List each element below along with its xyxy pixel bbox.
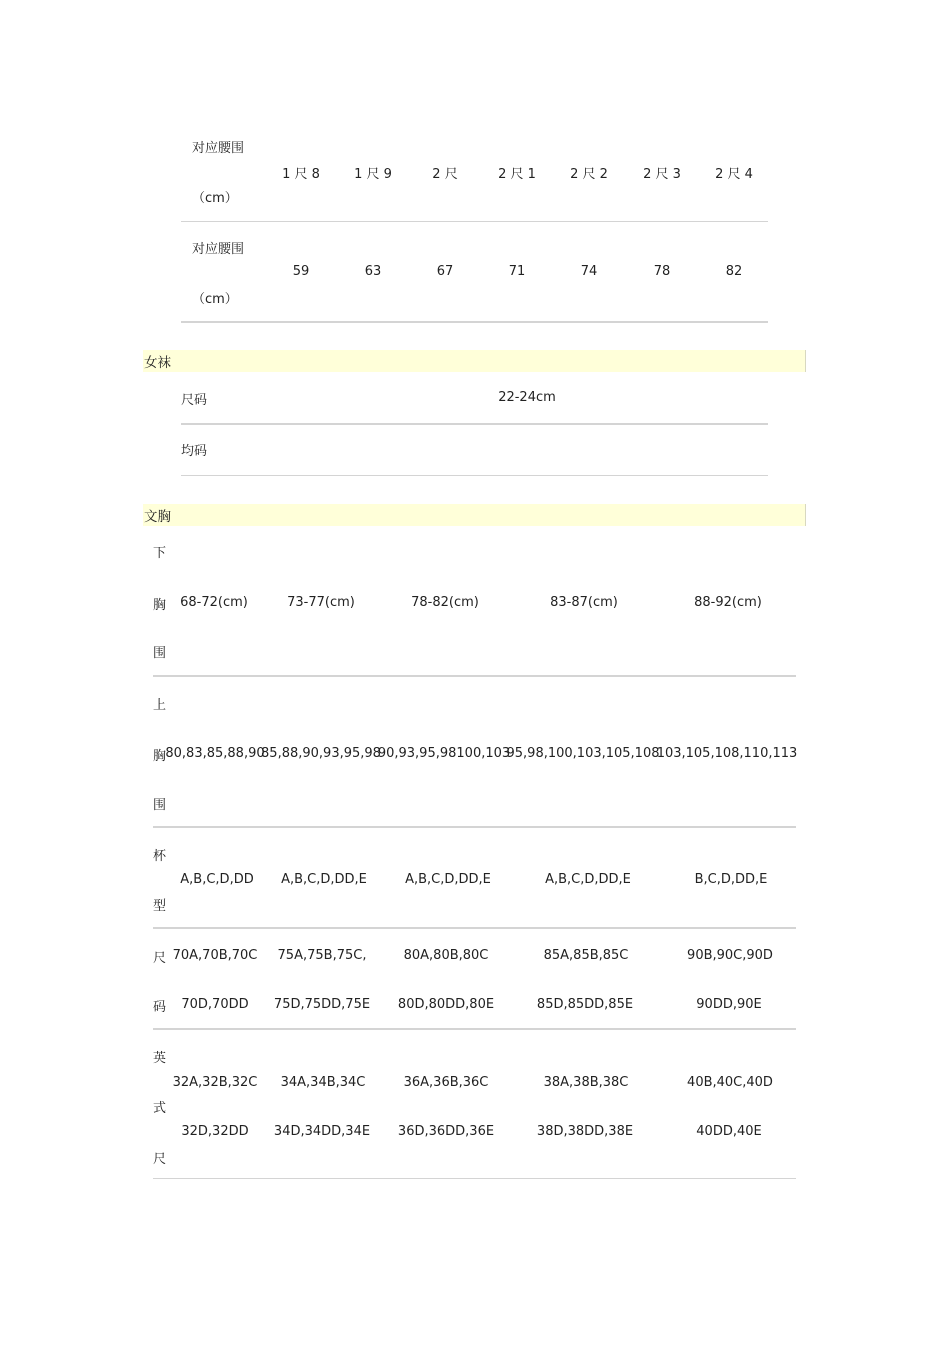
section-title: 文胸 bbox=[144, 509, 171, 525]
table-cell: 2 尺 bbox=[432, 167, 458, 182]
row-label-char: 胸 bbox=[153, 749, 167, 764]
table-cell: 85A,85B,85C bbox=[543, 948, 629, 963]
row-divider bbox=[181, 423, 768, 425]
table-cell: B,C,D,DD,E bbox=[694, 872, 768, 887]
table-cell: 2 尺 2 bbox=[570, 167, 608, 182]
table-cell: 1 尺 9 bbox=[354, 167, 392, 182]
row-divider bbox=[153, 927, 796, 929]
table-cell: 2 尺 1 bbox=[498, 167, 536, 182]
row-label-unit: （cm） bbox=[192, 292, 238, 307]
table-cell: 32D,32DD bbox=[181, 1124, 249, 1139]
table-cell: A,B,C,D,DD,E bbox=[405, 872, 491, 887]
size-label: 尺码 bbox=[181, 393, 208, 408]
table-cell: 70A,70B,70C bbox=[172, 948, 258, 963]
row-label-char: 下 bbox=[153, 546, 167, 561]
table-cell: A,B,C,D,DD,E bbox=[281, 872, 367, 887]
table-cell: 34A,34B,34C bbox=[280, 1075, 366, 1090]
row-label-char: 型 bbox=[153, 899, 167, 914]
row-label-char: 围 bbox=[153, 798, 167, 813]
row-label-char: 尺 bbox=[153, 1152, 167, 1167]
table-cell: 34D,34DD,34E bbox=[273, 1124, 371, 1139]
table-cell: 59 bbox=[292, 264, 310, 279]
row-label-char: 码 bbox=[153, 1000, 167, 1015]
table-cell: 32A,32B,32C bbox=[172, 1075, 258, 1090]
table-cell: 85,88,90,93,95,98 bbox=[261, 746, 381, 761]
table-cell: 78 bbox=[653, 264, 671, 279]
section-header-bra bbox=[143, 504, 806, 526]
table-cell: 90,93,95,98100,103 bbox=[377, 746, 511, 761]
row-label-unit: （cm） bbox=[192, 191, 238, 206]
section-title: 女袜 bbox=[144, 355, 171, 371]
table-cell: 2 尺 4 bbox=[715, 167, 753, 182]
table-cell: 36A,36B,36C bbox=[403, 1075, 489, 1090]
row-divider bbox=[181, 221, 768, 222]
table-cell: 90B,90C,90D bbox=[687, 948, 773, 963]
table-cell: 73-77(cm) bbox=[287, 595, 355, 610]
table-cell: 80,83,85,88,90 bbox=[165, 746, 265, 761]
row-divider bbox=[153, 1028, 796, 1030]
table-cell: 63 bbox=[364, 264, 382, 279]
row-label-char: 胸 bbox=[153, 598, 167, 613]
table-cell: 80D,80DD,80E bbox=[397, 997, 495, 1012]
table-cell: A,B,C,D,DD,E bbox=[545, 872, 631, 887]
section-header-socks bbox=[143, 350, 806, 372]
table-cell: 88-92(cm) bbox=[694, 595, 762, 610]
row-divider bbox=[181, 321, 768, 323]
table-cell: 78-82(cm) bbox=[411, 595, 479, 610]
table-cell: 82 bbox=[725, 264, 743, 279]
row-label-char: 英 bbox=[153, 1051, 167, 1066]
row-label-char: 式 bbox=[153, 1101, 167, 1116]
row-label-char: 尺 bbox=[153, 951, 167, 966]
table-cell: A,B,C,D,DD bbox=[180, 872, 254, 887]
row-divider bbox=[153, 675, 796, 677]
row-divider bbox=[181, 475, 768, 476]
table-cell: 40DD,40E bbox=[696, 1124, 762, 1139]
table-cell: 90DD,90E bbox=[696, 997, 762, 1012]
uniform-size-label: 均码 bbox=[181, 444, 208, 459]
table-cell: 1 尺 8 bbox=[282, 167, 320, 182]
table-cell: 75A,75B,75C, bbox=[277, 948, 367, 963]
table-cell: 38D,38DD,38E bbox=[536, 1124, 634, 1139]
row-label: 对应腰围 bbox=[192, 242, 245, 257]
row-divider bbox=[153, 826, 796, 828]
table-cell: 75D,75DD,75E bbox=[273, 997, 371, 1012]
table-cell: 85D,85DD,85E bbox=[536, 997, 634, 1012]
table-cell: 38A,38B,38C bbox=[543, 1075, 629, 1090]
table-cell: 67 bbox=[436, 264, 454, 279]
table-cell: 68-72(cm) bbox=[180, 595, 248, 610]
table-cell: 40B,40C,40D bbox=[687, 1075, 773, 1090]
row-divider bbox=[153, 1178, 796, 1179]
size-value: 22-24cm bbox=[498, 390, 556, 405]
row-label: 对应腰围 bbox=[192, 141, 245, 156]
row-label-char: 围 bbox=[153, 646, 167, 661]
table-cell: 70D,70DD bbox=[181, 997, 249, 1012]
table-cell: 83-87(cm) bbox=[550, 595, 618, 610]
row-label-char: 上 bbox=[153, 698, 167, 713]
table-cell: 103,105,108,110,113 bbox=[656, 746, 798, 761]
table-cell: 36D,36DD,36E bbox=[397, 1124, 495, 1139]
table-cell: 2 尺 3 bbox=[643, 167, 681, 182]
table-cell: 71 bbox=[508, 264, 526, 279]
table-cell: 74 bbox=[580, 264, 598, 279]
row-label-char: 杯 bbox=[153, 849, 167, 864]
table-cell: 80A,80B,80C bbox=[403, 948, 489, 963]
table-cell: 95,98,100,103,105,108 bbox=[506, 746, 660, 761]
